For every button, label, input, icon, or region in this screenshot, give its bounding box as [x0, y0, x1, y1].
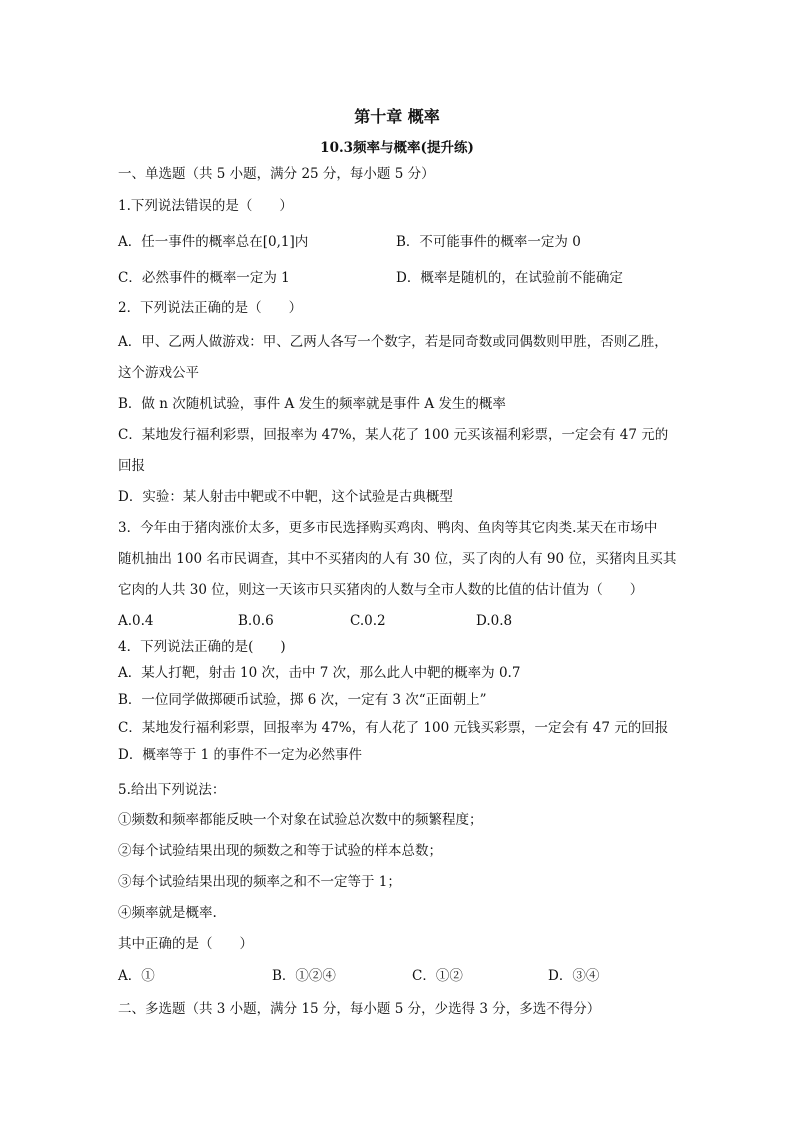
- question-1-stem: 1.下列说法错误的是（ ）: [118, 198, 293, 214]
- question-3-line3: 它肉的人共 30 位，则这一天该市只买猪肉的人数与全市人数的比值的估计值为（ ）: [118, 582, 644, 598]
- question-3-option-a: A.0.4: [118, 613, 154, 629]
- question-1-option-d: D．概率是随机的，在试验前不能确定: [396, 270, 623, 286]
- section-heading-multiple-choice: 二、多选题（共 3 小题，满分 15 分，每小题 5 分，少选得 3 分，多选不得分）: [118, 1001, 601, 1017]
- question-5-ask: 其中正确的是（ ）: [118, 936, 253, 952]
- question-4-option-c: C．某地发行福利彩票，回报率为 47%，有人花了 100 元钱买彩票，一定会有 47 元的回报: [118, 720, 669, 736]
- chapter-title: 第十章 概率: [354, 107, 440, 126]
- question-2-stem: 2．下列说法正确的是（ ）: [118, 300, 303, 316]
- section-heading-single-choice: 一、单选题（共 5 小题，满分 25 分，每小题 5 分）: [118, 166, 435, 182]
- question-5-option-c: C．①②: [412, 968, 463, 984]
- question-5-statement-3: ③每个试验结果出现的频率之和不一定等于 1；: [118, 874, 401, 890]
- question-1-option-a: A．任一事件的概率总在[0,1]内: [118, 234, 309, 250]
- question-3-line1: 3．今年由于猪肉涨价太多，更多市民选择购买鸡肉、鸭肉、鱼肉等其它肉类.某天在市场中: [118, 520, 658, 536]
- question-4-stem: 4．下列说法正确的是( ): [118, 639, 286, 655]
- question-1-option-c: C．必然事件的概率一定为 1: [118, 270, 290, 286]
- question-5-option-a: A．①: [118, 968, 155, 984]
- question-5-option-b: B．①②④: [272, 968, 336, 984]
- question-5-option-d: D．③④: [548, 968, 600, 984]
- question-1-option-b: B．不可能事件的概率一定为 0: [396, 234, 581, 250]
- question-2-option-a-line1: A．甲、乙两人做游戏：甲、乙两人各写一个数字，若是同奇数或同偶数则甲胜，否则乙胜，: [118, 334, 668, 350]
- question-5-statement-2: ②每个试验结果出现的频数之和等于试验的样本总数；: [118, 843, 442, 859]
- question-3-line2: 随机抽出 100 名市民调查，其中不买猪肉的人有 30 位，买了肉的人有 90 位，买猪肉且买其: [118, 551, 677, 567]
- question-5-statement-1: ①频数和频率都能反映一个对象在试验总次数中的频繁程度；: [118, 812, 483, 828]
- question-3-option-b: B.0.6: [238, 613, 274, 629]
- question-3-option-d: D.0.8: [476, 613, 513, 629]
- question-3-option-c: C.0.2: [350, 613, 386, 629]
- section-subtitle: 10.3频率与概率(提升练): [320, 140, 474, 156]
- question-4-option-b: B．一位同学做掷硬币试验，掷 6 次，一定有 3 次“正面朝上”: [118, 692, 487, 708]
- question-2-option-d: D．实验：某人射击中靶或不中靶，这个试验是古典概型: [118, 489, 453, 505]
- question-4-option-a: A．某人打靶，射击 10 次，击中 7 次，那么此人中靶的概率为 0.7: [118, 665, 521, 681]
- question-2-option-b: B．做 n 次随机试验，事件 A 发生的频率就是事件 A 发生的概率: [118, 396, 506, 412]
- question-2-option-a-line2: 这个游戏公平: [118, 365, 199, 381]
- question-2-option-c-line2: 回报: [118, 458, 145, 474]
- question-5-statement-4: ④频率就是概率.: [118, 905, 217, 921]
- question-5-stem: 5.给出下列说法：: [118, 782, 226, 798]
- question-2-option-c-line1: C．某地发行福利彩票，回报率为 47%，某人花了 100 元买该福利彩票，一定会有 47 元的: [118, 427, 669, 443]
- question-4-option-d: D．概率等于 1 的事件不一定为必然事件: [118, 747, 362, 763]
